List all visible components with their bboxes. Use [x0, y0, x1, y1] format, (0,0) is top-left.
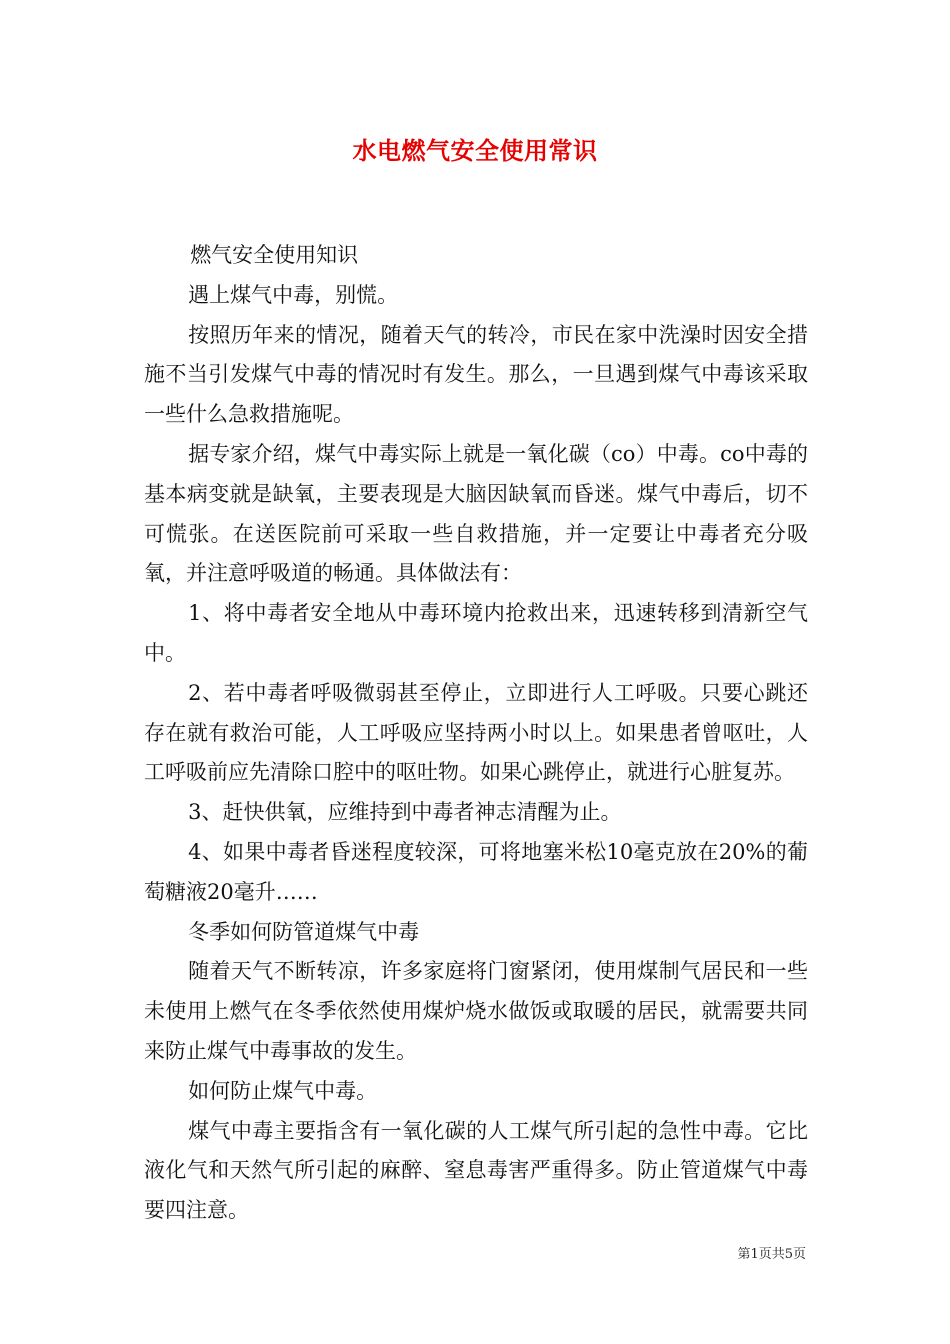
document-body	[144, 236, 808, 1231]
paragraph-section-heading: 冬季如何防管道煤气中毒	[188, 919, 420, 944]
paragraph: 遇上煤气中毒，别慌。	[188, 282, 399, 307]
page-number: 第1页共5页	[737, 1247, 806, 1262]
paragraph: 据专家介绍，煤气中毒实际上就是一氧化碳（co）中毒。co中毒的基本病变就是缺氧，主要表现是大脑因缺氧而昏迷。煤气中毒后，切不可慌张。在送医院前可采取一些自救措施，并一定要让中毒者充分吸氧，并注意呼吸道的畅通。具体做法有：	[144, 441, 808, 586]
paragraph-section-heading: 燃气安全使用知识	[190, 243, 359, 267]
document-title: 水电燃气安全使用常识	[352, 136, 598, 165]
list-item: 2、若中毒者呼吸微弱甚至停止，立即进行人工呼吸。只要心跳还存在就有救治可能，人工呼吸应坚持两小时以上。如果患者曾呕吐，人工呼吸前应先清除口腔中的呕吐物。如果心跳停止，就进行心脏复苏。	[144, 680, 808, 785]
paragraph: 按照历年来的情况，随着天气的转冷，市民在家中洗澡时因安全措施不当引发煤气中毒的情况时有发生。那么，一旦遇到煤气中毒该采取一些什么急救措施呢。	[144, 322, 808, 427]
list-item: 3、赶快供氧，应维持到中毒者神志清醒为止。	[188, 800, 622, 825]
paragraph: 如何防止煤气中毒。	[188, 1078, 378, 1103]
paragraph: 煤气中毒主要指含有一氧化碳的人工煤气所引起的急性中毒。它比液化气和天然气所引起的麻醉、窒息毒害严重得多。防止管道煤气中毒要四注意。	[144, 1118, 808, 1223]
paragraph: 随着天气不断转凉，许多家庭将门窗紧闭，使用煤制气居民和一些未使用上燃气在冬季依然使用煤炉烧水做饭或取暖的居民，就需要共同来防止煤气中毒事故的发生。	[144, 959, 808, 1063]
list-item: 4、如果中毒者昏迷程度较深，可将地塞米松10毫克放在20%的葡萄糖液20毫升……	[144, 839, 808, 904]
list-item: 1、将中毒者安全地从中毒环境内抢救出来，迅速转移到清新空气中。	[144, 601, 808, 665]
